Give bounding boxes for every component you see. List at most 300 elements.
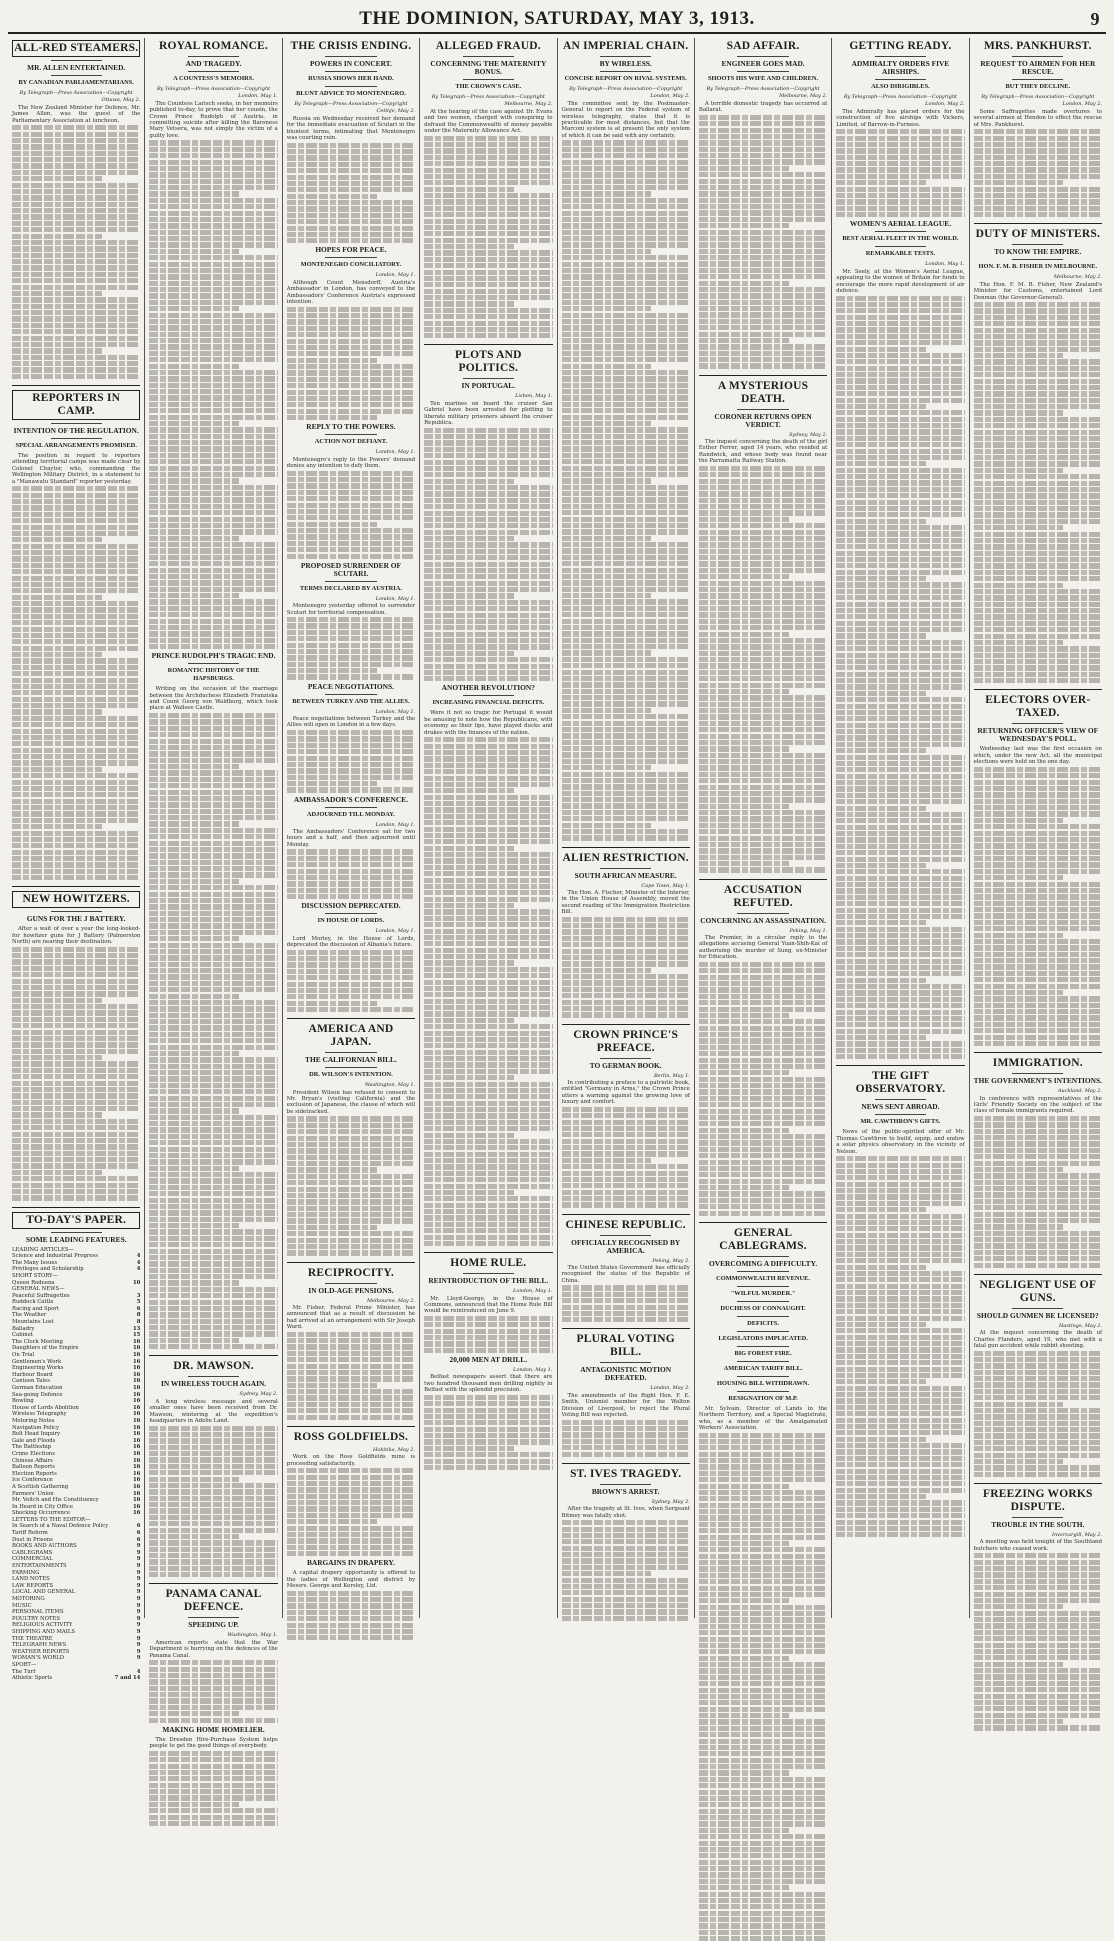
text-line <box>699 217 827 222</box>
article-deck: HOPES FOR PEACE. <box>315 245 387 255</box>
text-line <box>149 140 277 145</box>
text-line <box>424 180 552 185</box>
text-line <box>424 136 552 141</box>
text-line <box>149 1204 277 1209</box>
text-line <box>287 149 415 154</box>
text-line <box>149 936 239 941</box>
text-line <box>562 395 690 400</box>
text-line <box>836 442 964 447</box>
text-line <box>149 923 277 928</box>
deck-rule <box>737 409 788 410</box>
text-line <box>424 1088 552 1093</box>
text-line <box>974 964 1102 969</box>
text-line <box>836 1207 926 1212</box>
text-line <box>699 632 789 637</box>
contents-row <box>12 1675 140 1682</box>
deck-rule <box>325 56 376 57</box>
text-line <box>974 984 1102 989</box>
text-line <box>836 1507 964 1512</box>
text-line <box>287 370 415 375</box>
text-line <box>562 306 652 311</box>
text-line <box>12 1170 102 1175</box>
text-line <box>149 408 277 413</box>
article-dateline: London, May 1. <box>375 708 416 715</box>
text-line <box>699 1930 827 1935</box>
contents-row <box>12 1431 140 1438</box>
text-line <box>974 1604 1064 1609</box>
text-line <box>699 1936 827 1941</box>
text-line <box>699 848 827 853</box>
text-line <box>424 1341 552 1346</box>
contents-page: 4 <box>136 1266 141 1273</box>
text-line <box>699 1089 827 1094</box>
contents-label: Balloon Reports <box>12 1464 55 1471</box>
contents-page: 16 <box>133 1490 141 1497</box>
text-line <box>424 587 552 592</box>
article <box>287 796 415 900</box>
text-line <box>836 1360 964 1365</box>
text-line <box>562 752 690 757</box>
text-line <box>699 261 827 266</box>
text-line <box>149 713 277 718</box>
text-line <box>836 748 926 753</box>
text-line <box>836 1424 964 1429</box>
deck-rule <box>325 1052 376 1053</box>
text-line <box>149 504 277 509</box>
contents-label: Balladry <box>12 1325 35 1332</box>
text-line <box>836 142 964 147</box>
text-line <box>836 500 964 505</box>
text-line <box>149 955 277 960</box>
contents-label: POULTRY NOTES <box>12 1615 61 1622</box>
article-deck: SOME LEADING FEATURES. <box>25 1234 127 1244</box>
contents-page: 9 <box>136 1648 141 1655</box>
text-line <box>974 1706 1102 1711</box>
text-line <box>836 378 964 383</box>
text-line <box>424 750 552 755</box>
article <box>562 1214 690 1323</box>
text-line <box>974 398 1102 403</box>
text-line <box>836 512 964 517</box>
article <box>562 1463 690 1621</box>
text-line <box>12 953 140 958</box>
text-line <box>424 523 552 528</box>
text-line <box>287 1332 415 1337</box>
text-line <box>149 1261 277 1266</box>
contents-label: Engineering Works <box>12 1365 64 1372</box>
text-line <box>699 255 827 260</box>
text-line <box>699 1719 827 1724</box>
deck-rule <box>463 378 514 379</box>
contents-page: 9 <box>136 1622 141 1629</box>
contents-row <box>12 1570 140 1577</box>
text-line <box>149 338 277 343</box>
text-line <box>836 633 926 638</box>
text-line <box>12 875 140 880</box>
contents-row <box>12 1583 140 1590</box>
text-line <box>149 1229 277 1234</box>
text-line <box>974 315 1102 320</box>
deck-rule <box>51 60 102 61</box>
text-line <box>12 1093 140 1098</box>
text-line <box>699 759 827 764</box>
text-line <box>562 695 690 700</box>
text-line <box>287 1218 415 1223</box>
text-line <box>424 922 552 927</box>
text-line <box>424 1446 514 1451</box>
article <box>287 1018 415 1255</box>
text-line <box>12 869 140 874</box>
text-line <box>12 1074 140 1079</box>
text-line <box>974 888 1102 893</box>
text-line <box>149 1268 277 1273</box>
text-line <box>562 268 690 273</box>
contents-page: 16 <box>133 1365 141 1372</box>
text-line <box>974 1028 1102 1033</box>
text-line <box>562 803 690 808</box>
text-line <box>424 638 552 643</box>
article-deck: NEWS SENT ABROAD. <box>861 1102 940 1112</box>
deck-rule <box>737 1331 788 1332</box>
text-line <box>699 797 827 802</box>
text-line <box>836 391 964 396</box>
text-line <box>836 455 964 460</box>
text-line <box>424 878 552 883</box>
text-line <box>149 1178 277 1183</box>
text-line <box>562 663 690 668</box>
text-line <box>836 1456 964 1461</box>
contents-label: CABLEGRAMS <box>12 1549 53 1556</box>
text-line <box>424 865 552 870</box>
text-line <box>836 1488 964 1493</box>
text-line <box>12 246 140 251</box>
text-line <box>699 1464 827 1469</box>
text-line <box>974 1224 1064 1229</box>
text-line <box>699 1713 789 1718</box>
text-line <box>699 612 827 617</box>
deck-rule <box>1012 244 1063 245</box>
article-deck: MR. ALLEN ENTERTAINED. <box>27 63 126 72</box>
article-lead: Mr. Fisher, Federal Prime Minister, has announced that as a result of discussion he had arrived at an arrangement with Sir Joseph Ward. <box>286 1304 416 1331</box>
text-line <box>12 786 140 791</box>
text-line <box>149 1477 239 1482</box>
text-line <box>149 1198 277 1203</box>
contents-label: Shocking Occurrence <box>12 1510 70 1517</box>
text-line <box>836 959 964 964</box>
text-line <box>12 985 140 990</box>
text-line <box>424 1177 552 1182</box>
text-line <box>699 542 827 547</box>
contents-row <box>12 1629 140 1636</box>
text-line <box>836 755 964 760</box>
text-line <box>424 1203 552 1208</box>
text-line <box>974 500 1102 505</box>
text-line <box>12 1112 102 1117</box>
text-line <box>562 274 690 279</box>
text-line <box>562 561 690 566</box>
text-line <box>699 600 827 605</box>
article-deck: ALSO DIRIGIBLES. <box>871 83 930 90</box>
text-line <box>836 1175 964 1180</box>
article-deck: DR. WILSON'S INTENTION. <box>309 1071 393 1079</box>
contents-page: 16 <box>133 1411 141 1418</box>
text-line <box>974 302 1102 307</box>
text-line <box>12 361 140 366</box>
text-line <box>149 1300 277 1305</box>
text-line <box>149 1515 277 1520</box>
text-line <box>287 888 415 893</box>
text-line <box>562 236 690 241</box>
text-line <box>836 551 964 556</box>
article <box>287 40 415 243</box>
text-line <box>424 625 552 630</box>
article-lead: Some Suffragettes made overtures to several airmen at Hendon to effect the rescue of Mrs. Pankhurst. <box>973 108 1102 128</box>
column-7 <box>832 38 969 1618</box>
text-line <box>12 138 140 143</box>
article-lead: Although Count Mensdorff, Austria's Ambassador in London, has conveyed to the Ambassadors' Conference Austria's expressed intention. <box>286 279 416 306</box>
article-dateline: Peking, May 1. <box>789 927 828 934</box>
article <box>12 1207 140 1682</box>
text-line <box>424 263 552 268</box>
text-line <box>836 901 964 906</box>
contents-page: 16 <box>133 1437 141 1444</box>
text-line <box>974 1472 1102 1477</box>
text-line <box>836 672 964 677</box>
text-line <box>287 662 415 667</box>
text-line <box>836 296 964 301</box>
text-line <box>12 291 102 296</box>
text-line <box>424 231 552 236</box>
text-line <box>287 775 415 780</box>
text-line <box>974 167 1102 172</box>
text-line <box>974 455 1102 460</box>
text-line <box>424 1348 552 1353</box>
text-line <box>836 793 964 798</box>
text-line <box>562 714 690 719</box>
text-line <box>149 1528 277 1533</box>
text-line <box>424 980 552 985</box>
contents-label: Mr. Veitch and His Constituency <box>12 1497 99 1504</box>
text-line <box>974 583 1064 588</box>
text-line <box>562 153 690 158</box>
text-line <box>287 962 415 967</box>
text-line <box>836 723 964 728</box>
contents-page: 9 <box>136 1543 141 1550</box>
text-line <box>149 593 239 598</box>
text-line <box>424 941 552 946</box>
text-line <box>836 174 964 179</box>
text-line <box>699 823 827 828</box>
text-line <box>974 136 1102 141</box>
text-line <box>974 1035 1102 1040</box>
text-line <box>424 1222 552 1227</box>
text-line <box>12 582 140 587</box>
text-line <box>424 1037 552 1042</box>
text-line <box>562 1132 690 1137</box>
text-line <box>424 1164 552 1169</box>
contents-row <box>12 1556 140 1563</box>
text-line <box>149 383 277 388</box>
text-line <box>836 1035 926 1040</box>
text-line <box>836 359 964 364</box>
text-line <box>562 987 690 992</box>
text-line <box>836 1386 964 1391</box>
text-line <box>12 620 140 625</box>
text-line <box>149 1166 239 1171</box>
text-line <box>699 810 827 815</box>
text-line <box>149 179 277 184</box>
text-line <box>699 242 827 247</box>
article-deck: CONCISE REPORT ON RIVAL SYSTEMS. <box>564 75 687 82</box>
text-line <box>12 671 140 676</box>
text-line <box>974 945 1102 950</box>
deck-rule <box>325 434 376 435</box>
text-line <box>287 1481 415 1486</box>
article-deck: 20,000 MEN AT DRILL. <box>449 1354 528 1364</box>
text-line <box>149 344 277 349</box>
text-line <box>699 867 827 872</box>
text-line <box>699 861 789 866</box>
contents-page: 16 <box>133 1385 141 1391</box>
text-line <box>287 219 415 224</box>
text-line <box>287 326 415 331</box>
text-line <box>287 988 415 993</box>
text-line <box>836 1214 964 1219</box>
article <box>424 344 552 681</box>
article-deck: AMBASSADOR'S CONFERENCE. <box>293 794 409 804</box>
text-line <box>699 1605 827 1610</box>
contents-page: 9 <box>136 1642 141 1649</box>
text-line <box>836 1284 964 1289</box>
text-line <box>699 1904 827 1909</box>
text-line <box>149 1108 239 1113</box>
text-line <box>699 1058 827 1063</box>
text-line <box>149 1153 277 1158</box>
text-line <box>699 1160 827 1165</box>
text-line <box>287 756 415 761</box>
text-line <box>562 1420 690 1425</box>
text-line <box>424 434 552 439</box>
text-line <box>424 948 552 953</box>
text-line <box>562 1597 690 1602</box>
text-line <box>699 727 827 732</box>
text-line <box>424 447 552 452</box>
contents-label: RELIGIOUS ACTIVITY <box>12 1622 73 1629</box>
text-line <box>12 652 102 657</box>
text-line <box>974 977 1102 982</box>
text-line <box>149 732 277 737</box>
text-line <box>699 1834 827 1839</box>
text-line <box>699 223 789 228</box>
text-line <box>149 446 277 451</box>
text-line <box>836 1411 964 1416</box>
text-line <box>12 348 102 353</box>
contents-label: In Search of a Naval Defence Policy <box>12 1523 109 1530</box>
article-lead: A meeting was held tonight of the Southland butchers who ceased work. <box>973 1539 1102 1552</box>
text-line <box>974 1719 1064 1724</box>
text-line <box>12 831 140 836</box>
text-line <box>287 1244 415 1249</box>
deck-rule <box>875 1114 926 1115</box>
article-divider <box>974 689 1102 690</box>
text-line <box>424 1043 552 1048</box>
article-lead: The Ambassadors' Conference sat for two hours and a half, and then adjourned until Monday. <box>286 829 416 848</box>
text-line <box>699 485 827 490</box>
article-headline: NEW HOWITZERS. <box>12 891 140 908</box>
deck-rule <box>51 438 102 439</box>
contents-page: 16 <box>133 1503 141 1510</box>
article-credit: By Telegraph—Press Association—Copyright <box>843 94 958 100</box>
text-line <box>562 657 690 662</box>
text-line <box>424 289 552 294</box>
text-line <box>836 1309 964 1314</box>
article-headline: SAD AFFAIR. <box>726 40 800 52</box>
contents-row <box>12 1425 140 1432</box>
text-line <box>699 962 827 967</box>
text-line <box>287 213 415 218</box>
text-line <box>149 1172 277 1177</box>
text-line <box>699 300 827 305</box>
text-line <box>287 1603 415 1608</box>
text-line <box>836 321 964 326</box>
text-line <box>149 1147 277 1152</box>
article-divider <box>974 223 1102 224</box>
text-line <box>149 568 277 573</box>
contents-page: 6 <box>136 1536 141 1543</box>
text-line <box>699 753 827 758</box>
article-deck: HOUSING BILL WITHDRAWN. <box>717 1379 810 1387</box>
text-line <box>149 389 277 394</box>
article-dateline: Ottawa, May 2. <box>101 97 141 104</box>
text-line <box>149 872 277 877</box>
text-line <box>287 409 415 414</box>
text-line <box>424 676 552 681</box>
text-line <box>562 478 652 483</box>
text-line <box>12 1061 140 1066</box>
contents-label: The Many Issues <box>12 1259 58 1266</box>
text-line <box>562 974 690 979</box>
text-line <box>699 1802 827 1807</box>
text-line <box>836 735 964 740</box>
text-line <box>699 1496 827 1501</box>
deck-rule <box>51 423 102 424</box>
text-line <box>424 270 552 275</box>
text-line <box>12 966 140 971</box>
text-line <box>562 147 690 152</box>
text-line <box>149 1776 277 1781</box>
text-line <box>424 1024 552 1029</box>
text-line <box>699 1841 827 1846</box>
text-line <box>699 1064 827 1069</box>
text-line <box>974 1421 1102 1426</box>
text-line <box>149 1795 277 1800</box>
text-line <box>836 653 964 658</box>
text-line <box>424 593 514 598</box>
text-line <box>12 259 140 264</box>
text-line <box>562 1432 690 1437</box>
text-line <box>836 538 964 543</box>
text-line <box>424 1420 552 1425</box>
text-line <box>974 1173 1102 1178</box>
text-line <box>836 334 964 339</box>
text-line <box>287 1475 415 1480</box>
contents-row <box>12 1266 140 1273</box>
text-line <box>836 1335 964 1340</box>
text-line <box>149 1783 277 1788</box>
text-line <box>699 663 827 668</box>
text-line <box>974 334 1102 339</box>
article-deck: INTENTION OF THE REGULATION. <box>13 426 139 436</box>
